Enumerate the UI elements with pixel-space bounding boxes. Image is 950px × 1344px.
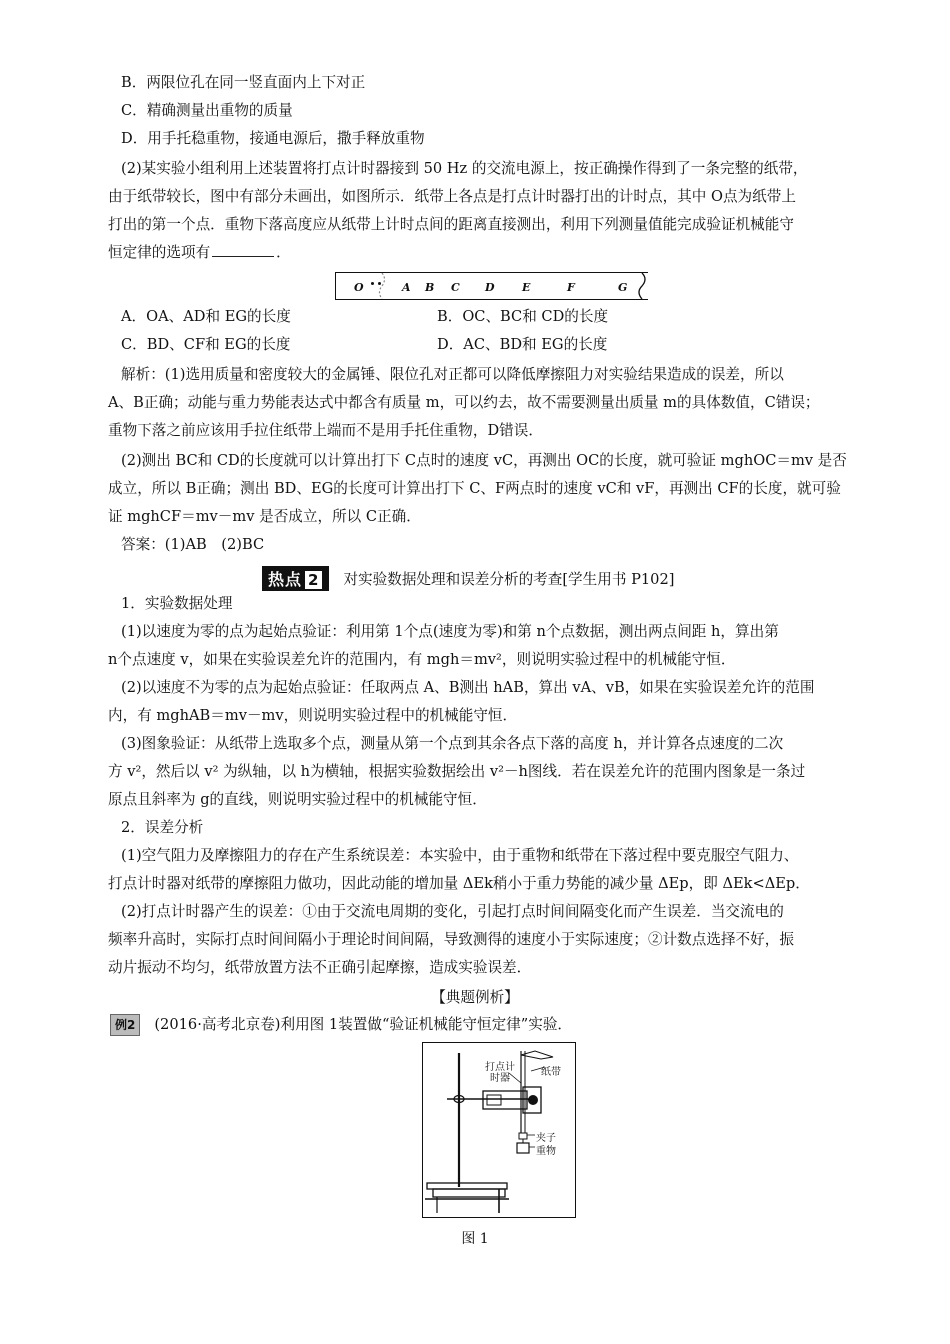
q2-line2: 由于纸带较长，图中有部分未画出，如图所示．纸带上各点是打点计时器打出的计时点，其中 O点为纸带上 [108,188,796,205]
sec2-a-line2: 打点计时器对纸带的摩擦阻力做功，因此动能的增加量 ΔEk稍小于重力势能的减少量 ΔEp，即 ΔEk<ΔEp． [108,875,810,892]
tape-point-g: G [618,281,628,294]
label-clip: 夹子 [536,1133,556,1144]
q2-line4-end: ． [276,244,291,261]
answer-line: 答案：(1)AB (2)BC [121,536,265,553]
sec2-b-line3: 动片振动不均匀，纸带放置方法不正确引起摩擦，造成实验误差． [108,959,532,976]
hotspot-title: 对实验数据处理和误差分析的考查[学生用书 P102] [343,571,675,588]
example-badge: 例2 [110,1014,140,1036]
q2-option-d: D．AC、BD和 EG的长度 [437,336,608,353]
sec1-c-line3: 原点且斜率为 g的直线，则说明实验过程中的机械能守恒． [108,791,487,808]
sec1-b-line2: 内，有 mghAB＝mv－mv，则说明实验过程中的机械能守恒． [108,707,518,724]
tape-point-c: C [451,281,460,294]
tape-extra-dot [371,282,374,285]
sec2-heading: 2．误差分析 [121,819,204,836]
q2-line3: 打出的第一个点．重物下落高度应从纸带上计时点间的距离直接测出，利用下列测量值能完成验证机械能守 [108,216,794,233]
figure-caption: 图 1 [461,1231,489,1247]
tape-point-f: F [567,281,575,294]
sec2-b-line1: (2)打点计时器产生的误差：①由于交流电周期的变化，引起打点时间间隔变化而产生误差．当交流电的 [121,903,784,920]
sec1-c-line2: 方 v²，然后以 v² 为纵轴，以 h为横轴，根据实验数据绘出 v²－h图线．若在误差允许的范围内图象是一条过 [108,763,806,780]
label-weight: 重物 [536,1146,556,1157]
tape-point-b: B [425,281,435,294]
sec2-a-line1: (1)空气阻力及摩擦阻力的存在产生系统误差：本实验中，由于重物和纸带在下落过程中要克服空气阻力、 [121,847,799,864]
q2-line1: (2)某实验小组利用上述装置将打点计时器接到 50 Hz 的交流电源上，按正确操作得到了一条完整的纸带， [121,160,808,177]
paper-tape-figure [335,272,648,300]
example-line [110,1014,880,1036]
q2-option-b: B．OC、BC和 CD的长度 [437,308,609,325]
apparatus-figure [422,1042,576,1218]
analysis-p2-line1: (2)测出 BC和 CD的长度就可以计算出打下 C点时的速度 vC，再测出 OC的长度，就可验证 mghOC＝mv 是否 [121,452,847,469]
tape-point-d: D [485,281,495,294]
answer-blank [212,243,274,257]
q2-option-a: A．OA、AD和 EG的长度 [121,308,291,325]
sec1-b-line1: (2)以速度不为零的点为起始点验证：任取两点 A、B测出 hAB，算出 vA、vB，如果在实验误差允许的范围 [121,679,815,696]
analysis-p2-line3: 证 mghCF＝mv－mv 是否成立，所以 C正确． [108,508,421,525]
example-text: (2016·高考北京卷)利用图 1装置做“验证机械能守恒定律”实验． [154,1016,573,1033]
q2-option-c: C．BD、CF和 EG的长度 [121,336,291,353]
sec1-a-line1: (1)以速度为零的点为起始点验证：利用第 1个点(速度为零)和第 n个点数据，测出两点间距 h，算出第 [121,623,779,640]
hotspot-badge-text: 热点 [268,570,303,589]
sec1-heading: 1．实验数据处理 [121,595,233,612]
sec1-c-line1: (3)图象验证：从纸带上选取多个点，测量从第一个点到其余各点下落的高度 h，并计算各点速度的二次 [121,735,784,752]
option-c: C．精确测量出重物的质量 [121,102,293,119]
tape-point-e: E [522,281,531,294]
label-tape: 纸带 [541,1067,561,1078]
sec2-b-line2: 频率升高时，实际打点时间间隔小于理论时间间隔，导致测得的速度小于实际速度；②计数点选择不好，振 [108,931,794,948]
q2-line4 [108,243,878,263]
analysis-p1-line2: A、B正确；动能与重力势能表达式中都含有质量 m，可以约去，故不需要测量出质量 m的具体数值，C错误； [108,394,820,411]
option-b: B．两限位孔在同一竖直面内上下对正 [121,74,366,91]
hotspot-number: 2 [304,570,323,590]
tape-point-o: O [354,281,364,294]
sec1-a-line2: n个点速度 v，如果在实验误差允许的范围内，有 mgh＝mv²，则说明实验过程中的机械能守恒． [108,651,736,668]
typical-heading: 【典题例析】 [431,989,519,1006]
analysis-p2-line2: 成立，所以 B正确；测出 BD、EG的长度可计算出打下 C、F两点时的速度 vC和 vF，再测出 CF的长度，就可验 [108,480,841,497]
analysis-p1-line3: 重物下落之前应该用手拉住纸带上端而不是用手托住重物，D错误． [108,422,543,439]
hotspot-badge [262,566,329,591]
q2-line4-text: 恒定律的选项有 [108,244,211,261]
label-timer: 打点计时器 [485,1062,515,1084]
analysis-p1-line1: 解析：(1)选用质量和密度较大的金属锤、限位孔对正都可以降低摩擦阻力对实验结果造成的误差，所以 [121,366,784,383]
tape-extra-dot [378,282,381,285]
hotspot-header [262,566,674,591]
tape-point-a: A [402,281,411,294]
option-d: D．用手托稳重物，接通电源后，撒手释放重物 [121,130,425,147]
